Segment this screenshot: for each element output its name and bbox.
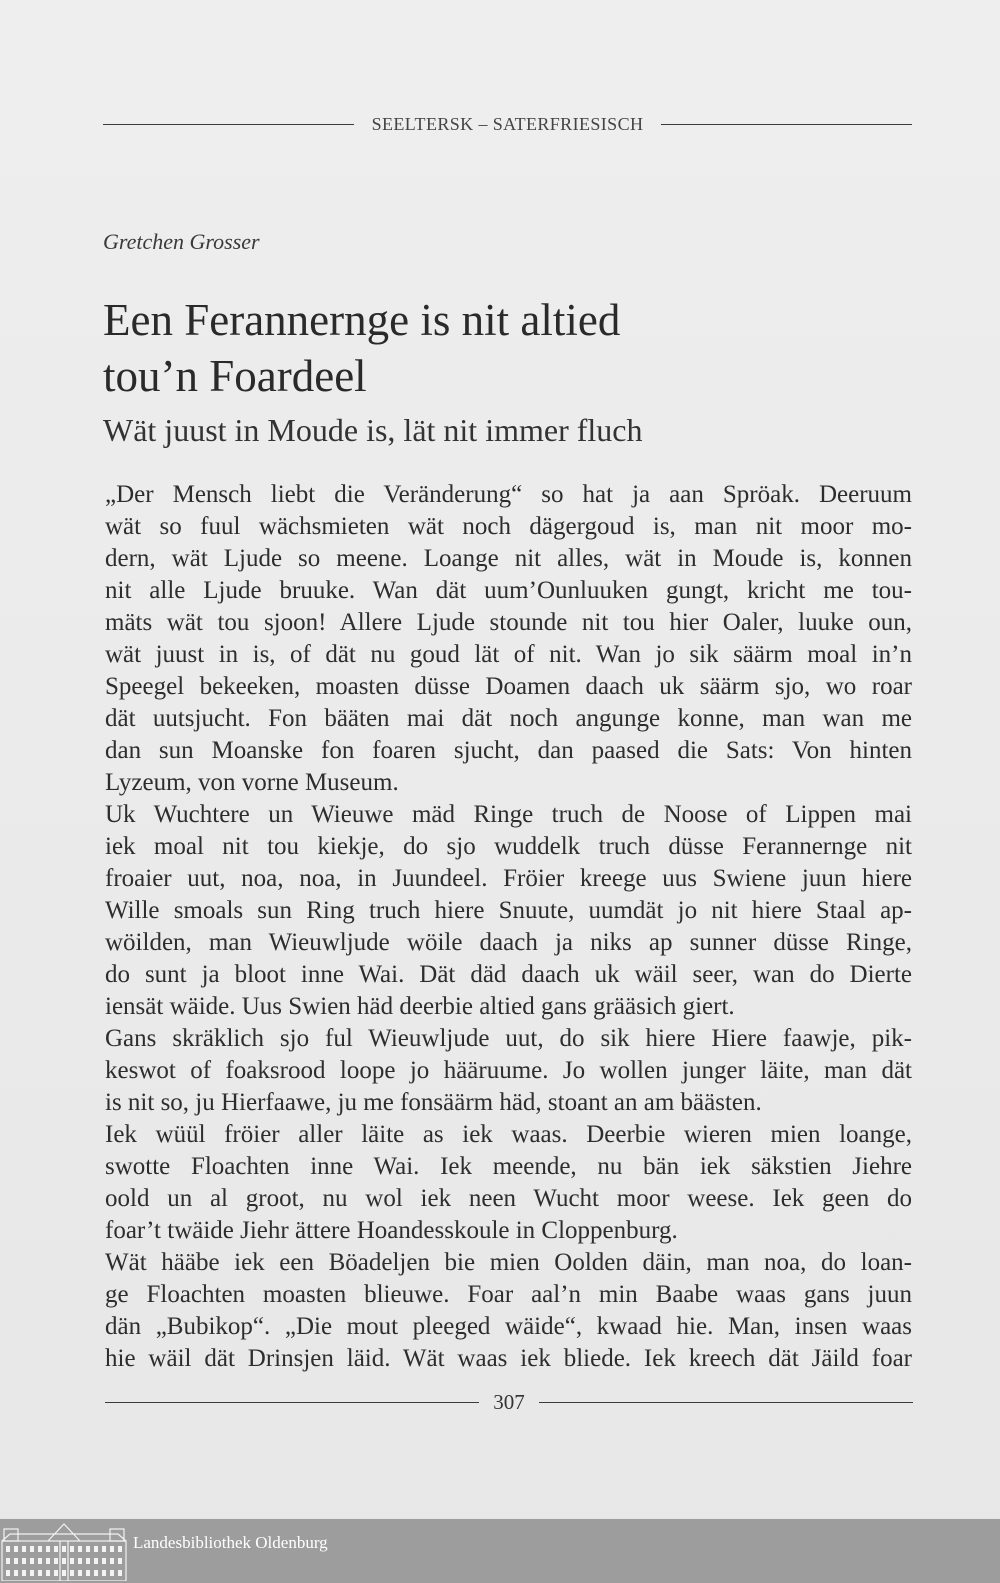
body-line: dan sun Moanske fon foaren sjucht, dan paased die Sats: Von hinten <box>105 737 912 764</box>
body-line: ge Floachten moasten blieuwe. Foar aal’n min Baabe waas gans juun <box>105 1281 912 1308</box>
body-line: dän „Bubikop“. „Die mout pleeged wäide“, kwaad hie. Man, insen waas <box>105 1313 912 1340</box>
body-line: Wille smoals sun Ring truch hiere Snuute, uumdät jo nit hiere Staal ap- <box>105 897 912 924</box>
running-head <box>103 110 912 138</box>
body-line: nit alle Ljude bruuke. Wan dät uum’Ounluuken gungt, kricht me tou- <box>105 577 912 604</box>
running-head-rule-right <box>661 124 912 125</box>
paragraph <box>105 479 912 799</box>
library-name: Landesbibliothek Oldenburg <box>133 1533 328 1552</box>
body-line: oold un al groot, nu wol iek neen Wucht moor weese. Iek geen do <box>105 1185 912 1212</box>
body-line: hie wäil dät Drinsjen läid. Wät waas iek bliede. Iek kreech dät Jäild foar <box>105 1345 912 1372</box>
body-line: wät juust in is, of dät nu goud lät of nit. Wan jo sik säärm moal in’n <box>105 641 912 668</box>
body-line: keswot of foaksrood loope jo hääruume. Jo wollen junger läite, man dät <box>105 1057 912 1084</box>
footer-rule-left <box>105 1402 479 1403</box>
body-line: dern, wät Ljude so meene. Loange nit alles, wät in Moude is, konnen <box>105 545 912 572</box>
body-line: froaier uut, noa, noa, in Juundeel. Fröier kreege uus Swiene juun hiere <box>105 865 912 892</box>
body-line: iek moal nit tou kiekje, do sjo wuddelk truch düsse Ferannernge nit <box>105 833 912 860</box>
title-line: Een Ferannernge is nit altied <box>103 295 621 345</box>
body-line: do sunt ja bloot inne Wai. Dät däd daach uk wäil seer, wan do Dierte <box>105 961 912 988</box>
running-title: SEELTERSK – SATERFRIESISCH <box>371 114 644 134</box>
body-line: wät so fuul wächsmieten wät noch dägergoud is, man nit moor mo- <box>105 513 912 540</box>
body-line: Iek wüül fröier aller läite as iek waas. Deerbie wieren mien loange, <box>105 1121 912 1148</box>
body-line: wöilden, man Wieuwljude wöile daach ja niks ap sunner düsse Ringe, <box>105 929 912 956</box>
paragraph <box>105 799 912 1023</box>
body-line: Gans skräklich sjo ful Wieuwljude uut, do sik hiere Hiere faawje, pik- <box>105 1025 912 1052</box>
body-line: is nit so, ju Hierfaawe, ju me fonsäärm häd, stoant an am bäästen. <box>105 1089 762 1116</box>
body-line: Uk Wuchtere un Wieuwe mäd Ringe truch de Noose of Lippen mai <box>105 801 912 828</box>
body-line: foar’t twäide Jiehr ättere Hoandesskoule in Cloppenburg. <box>105 1217 678 1244</box>
paragraph <box>105 1247 912 1375</box>
page-footer <box>105 1388 913 1416</box>
body-line: Speegel bekeeken, moasten düsse Doamen daach uk säärm sjo, wo roar <box>105 673 912 700</box>
article-title <box>103 292 620 404</box>
paragraph <box>105 1023 912 1119</box>
body-line: Lyzeum, von vorne Museum. <box>105 769 399 796</box>
article-body <box>105 479 912 1375</box>
body-line: iensät wäide. Uus Swien häd deerbie altied gans grääsich giert. <box>105 993 735 1020</box>
body-line: swotte Floachten inne Wai. Iek meende, nu bän iek säkstien Jiehre <box>105 1153 912 1180</box>
footer-rule-right <box>539 1402 913 1403</box>
author-name: Gretchen Grosser <box>103 229 260 254</box>
title-line: tou’n Foardeel <box>103 351 367 401</box>
body-line: „Der Mensch liebt die Veränderung“ so hat ja aan Spröak. Deeruum <box>105 481 912 508</box>
body-line: Wät hääbe iek een Böadeljen bie mien Oolden däin, man noa, do loan- <box>105 1249 912 1276</box>
running-head-rule-left <box>103 124 354 125</box>
library-watermark-bar <box>0 1519 1000 1583</box>
article-subtitle: Wät juust in Moude is, lät nit immer fluch <box>103 412 643 448</box>
library-building-icon <box>0 1521 128 1581</box>
paragraph <box>105 1119 912 1247</box>
page-number: 307 <box>493 1390 525 1414</box>
body-line: mäts wät tou sjoon! Allere Ljude stounde nit tou hier Oaler, luuke oun, <box>105 609 912 636</box>
body-line: dät uutsjucht. Fon bääten mai dät noch angunge konne, man wan me <box>105 705 912 732</box>
